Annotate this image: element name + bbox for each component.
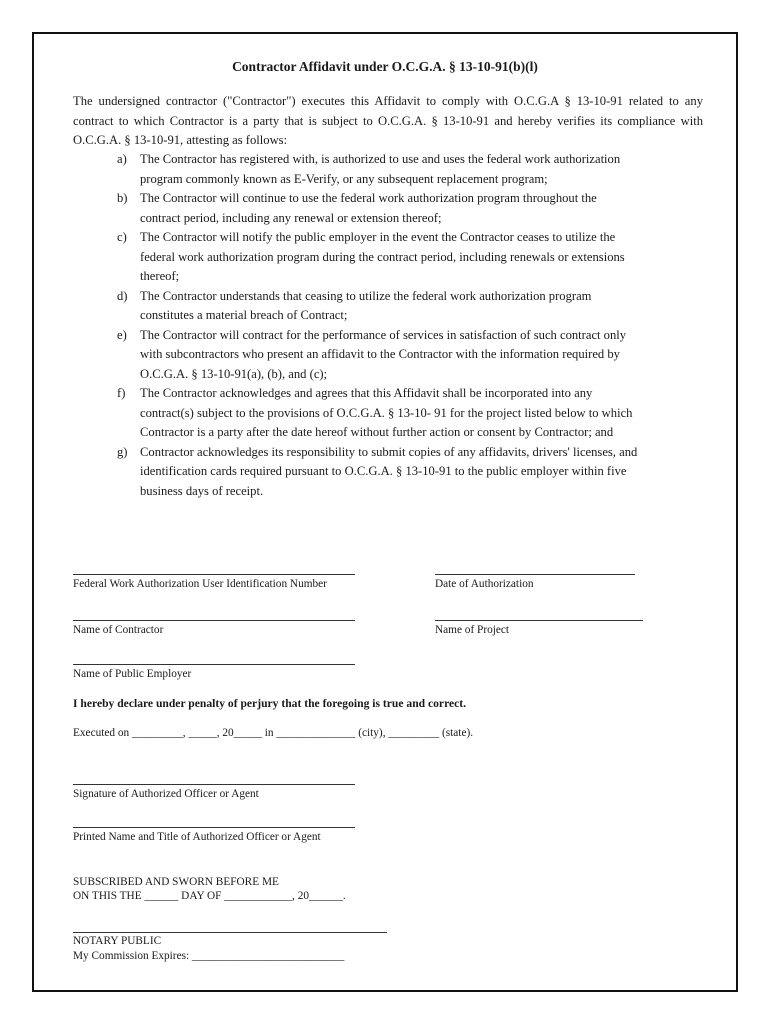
list-marker: a) xyxy=(117,152,127,166)
contractor-label: Name of Contractor xyxy=(73,624,164,636)
project-blank[interactable] xyxy=(435,620,643,621)
document-title: Contractor Affidavit under O.C.G.A. § 13-10-91(b)(l) xyxy=(232,59,538,74)
user-id-blank[interactable] xyxy=(73,574,355,575)
attestation-list xyxy=(108,150,638,501)
list-marker: c) xyxy=(117,230,127,244)
contractor-blank[interactable] xyxy=(73,620,355,621)
list-marker: f) xyxy=(117,386,126,400)
list-marker: g) xyxy=(117,444,128,459)
list-item-text: The Contractor will continue to use the federal work authorization program throughout the contract period, including any renewal or extension thereof; xyxy=(140,191,597,225)
list-item xyxy=(108,287,638,326)
list-marker: e) xyxy=(117,327,127,342)
list-marker: d) xyxy=(117,288,128,303)
list-item xyxy=(108,443,638,502)
signature-label: Signature of Authorized Officer or Agent xyxy=(73,788,259,800)
list-item-text: The Contractor will notify the public employer in the event the Contractor ceases to utilize the federal work authorization program during the contract period, including renewals or extensions thereof; xyxy=(140,230,625,283)
commission-expires-label: My Commission Expires: ___________________________ xyxy=(73,950,345,962)
list-item-text: The Contractor understands that ceasing to utilize the federal work authorization program constitutes a material breach of Contract; xyxy=(140,288,592,322)
executed-line: Executed on _________, _____, 20_____ in ______________ (city), _________ (state). xyxy=(73,727,474,739)
list-item xyxy=(108,384,638,443)
list-item xyxy=(108,326,638,385)
printed-name-label: Printed Name and Title of Authorized Officer or Agent xyxy=(73,831,321,843)
notary-public-label: NOTARY PUBLIC xyxy=(73,935,162,947)
project-label: Name of Project xyxy=(435,624,510,636)
date-auth-label: Date of Authorization xyxy=(435,578,534,590)
employer-blank[interactable] xyxy=(73,664,355,665)
sworn-line-1: SUBSCRIBED AND SWORN BEFORE ME xyxy=(73,876,279,888)
printed-name-blank[interactable] xyxy=(73,827,355,828)
employer-label: Name of Public Employer xyxy=(73,668,192,680)
date-auth-blank[interactable] xyxy=(435,574,635,575)
notary-signature-blank[interactable] xyxy=(73,932,387,933)
list-item-text: The Contractor will contract for the performance of services in satisfaction of such contract only with subcontractors who present an affidavit to the Contractor with the information required by O.C.G.A. § 13-10-91(a), (b), and (c); xyxy=(140,327,627,381)
list-item xyxy=(108,228,638,287)
list-marker: b) xyxy=(117,191,128,205)
signature-blank[interactable] xyxy=(73,784,355,785)
list-item-text: Contractor acknowledges its responsibility to submit copies of any affidavits, drivers' licenses, and identification cards required pursuant to O.C.G.A. § 13-10-91 to the public employer within five business days of receipt. xyxy=(140,444,638,498)
list-item xyxy=(108,150,638,189)
intro-paragraph: The undersigned contractor ("Contractor") executes this Affidavit to comply with O.C.G.A § 13-10-91 related to any contract to which Contractor is a party that is subject to O.C.G.A. § 13-10-91 and hereby verifies its compliance with O.C.G.A. § 13-10-91, attesting as follows: xyxy=(73,94,703,147)
list-item xyxy=(108,189,638,228)
sworn-line-2: ON THIS THE ______ DAY OF ____________, 20______. xyxy=(73,890,346,902)
user-id-label: Federal Work Authorization User Identification Number xyxy=(73,578,327,590)
list-item-text: The Contractor has registered with, is authorized to use and uses the federal work authorization program commonly known as E-Verify, or any subsequent replacement program; xyxy=(140,152,621,186)
list-item-text: The Contractor acknowledges and agrees that this Affidavit shall be incorporated into any contract(s) subject to the provisions of O.C.G.A. § 13-10- 91 for the project listed below to which Contractor is a party after the date hereof without further action or consent by Contractor; and xyxy=(140,386,633,439)
perjury-declaration: I hereby declare under penalty of perjury that the foregoing is true and correct. xyxy=(73,697,467,710)
